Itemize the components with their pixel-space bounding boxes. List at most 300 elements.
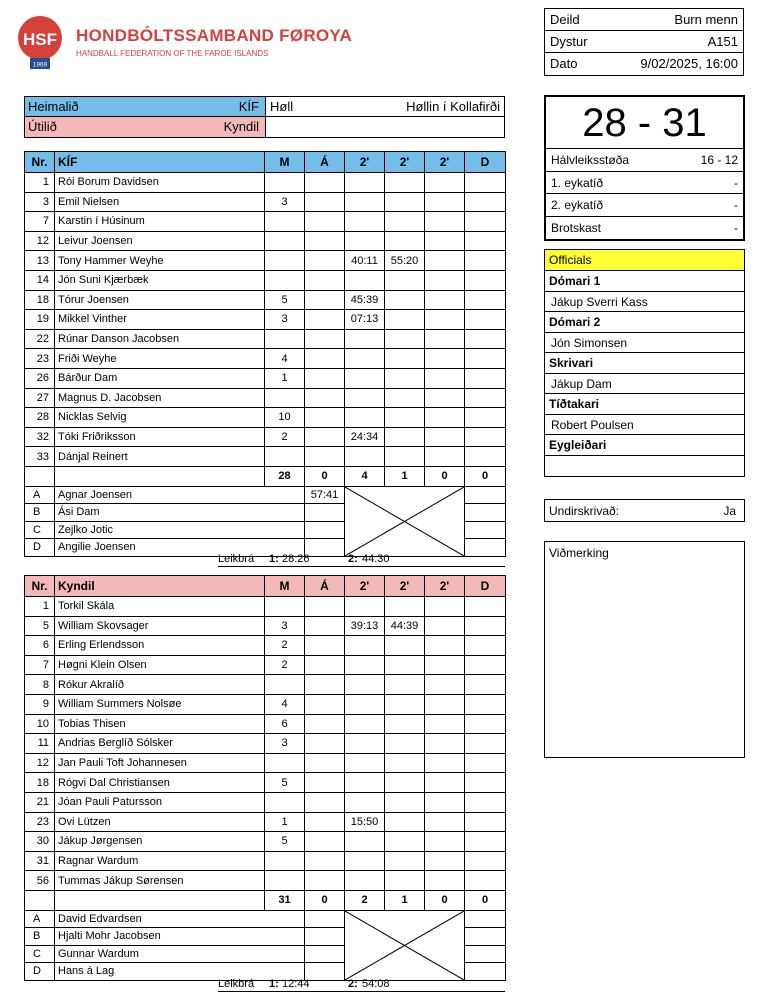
player-stat-s2 [385, 792, 425, 812]
score-row-label: Brotskast [551, 220, 602, 235]
player-stat-a [305, 408, 345, 428]
player-stat-s3 [425, 616, 465, 636]
table-row [25, 427, 506, 447]
player-stat-s1 [345, 675, 385, 695]
official-warning [305, 521, 345, 539]
player-number: 1 [25, 173, 55, 193]
teams-header [24, 96, 505, 138]
player-stat-s3 [425, 231, 465, 251]
player-stat-m [265, 251, 305, 271]
player-stat-s1 [345, 636, 385, 656]
col-header: Á [305, 576, 345, 597]
official-disqualification [465, 486, 506, 504]
penalties-row [546, 217, 743, 240]
team-official-row [25, 910, 506, 928]
player-stat-m [265, 753, 305, 773]
player-number: 23 [25, 812, 55, 832]
player-name: Tórur Joensen [55, 290, 265, 310]
player-stat-a [305, 329, 345, 349]
player-name: Mikkel Vinther [55, 310, 265, 330]
player-stat-a [305, 812, 345, 832]
player-stat-s2 [385, 812, 425, 832]
player-stat-s3 [425, 734, 465, 754]
official-name: Agnar Joensen [55, 486, 305, 504]
player-stat-s1 [345, 694, 385, 714]
player-stat-s1 [345, 270, 385, 290]
score-row-value: - [734, 175, 738, 190]
remark-label: Viðmerking [549, 546, 609, 560]
official-role: Dómari 1 [549, 274, 601, 288]
extra-time-1-row [546, 172, 743, 195]
player-stat-s1 [345, 734, 385, 754]
player-stat-a [305, 270, 345, 290]
svg-text:HSF: HSF [23, 30, 57, 49]
player-stat-s3 [425, 447, 465, 467]
player-stat-s3 [425, 597, 465, 617]
col-header-nr: Nr. [25, 152, 55, 173]
venue-empty-cell [266, 117, 504, 137]
player-number: 18 [25, 290, 55, 310]
col-header: M [265, 152, 305, 173]
player-stat-d [465, 616, 506, 636]
score-row-label: 2. eykatíð [551, 198, 604, 212]
info-label: Dystur [550, 34, 588, 49]
player-stat-s2 [385, 408, 425, 428]
player-stat-d [465, 871, 506, 891]
player-number: 13 [25, 251, 55, 271]
score-box [544, 95, 745, 241]
venue-label: Høll [270, 99, 294, 114]
official-name: Hjalti Mohr Jacobsen [55, 928, 305, 946]
player-stat-a [305, 734, 345, 754]
player-stat-s1: 39:13 [345, 616, 385, 636]
table-row [25, 734, 506, 754]
player-stat-d [465, 447, 506, 467]
player-stat-s2 [385, 349, 425, 369]
player-number: 32 [25, 427, 55, 447]
player-stat-s2 [385, 753, 425, 773]
table-row [25, 812, 506, 832]
player-stat-m [265, 270, 305, 290]
player-name: Jón Suni Kjærbæk [55, 270, 265, 290]
table-row [25, 408, 506, 428]
player-stat-d [465, 694, 506, 714]
home-timeouts [218, 553, 505, 567]
table-row [25, 832, 506, 852]
player-stat-m [265, 329, 305, 349]
hsf-logo [16, 14, 64, 72]
official-name: David Edvardsen [55, 910, 305, 928]
player-stat-s3 [425, 832, 465, 852]
table-row [25, 173, 506, 193]
player-stat-a [305, 192, 345, 212]
player-name: Andrias Berglíð Sólsker [55, 734, 265, 754]
player-stat-a [305, 251, 345, 271]
official-disqualification [465, 504, 506, 522]
venue-name: Høllin í Kollafirði [406, 99, 500, 114]
official-code: D [25, 539, 55, 557]
player-stat-s1: 40:11 [345, 251, 385, 271]
col-header: 2' [425, 576, 465, 597]
home-label: Heimalið [28, 99, 79, 114]
player-stat-m [265, 388, 305, 408]
col-header-team: Kyndil [55, 576, 265, 597]
official-person: Jákup Sverri Kass [545, 291, 744, 312]
col-header: 2' [425, 152, 465, 173]
player-stat-s2 [385, 714, 425, 734]
player-name: Nicklas Selvig [55, 408, 265, 428]
player-number: 5 [25, 616, 55, 636]
player-stat-a [305, 368, 345, 388]
player-number: 30 [25, 832, 55, 852]
player-stat-d [465, 290, 506, 310]
table-row [25, 597, 506, 617]
player-stat-d [465, 329, 506, 349]
player-stat-s3 [425, 388, 465, 408]
player-stat-m [265, 447, 305, 467]
player-stat-s3 [425, 427, 465, 447]
player-stat-m: 3 [265, 616, 305, 636]
crossed-out-cell [345, 910, 465, 980]
info-row-match [545, 31, 743, 53]
player-name: Jákup Jørgensen [55, 832, 265, 852]
player-stat-s2 [385, 597, 425, 617]
away-player-table [24, 575, 506, 981]
official-code: A [25, 910, 55, 928]
org-subtitle: HANDBALL FEDERATION OF THE FAROE ISLANDS [76, 49, 269, 58]
player-number: 31 [25, 851, 55, 871]
player-stat-m: 2 [265, 655, 305, 675]
table-row [25, 192, 506, 212]
player-stat-a [305, 212, 345, 232]
team-official-row [25, 486, 506, 504]
player-stat-s3 [425, 270, 465, 290]
player-name: Ragnar Wardum [55, 851, 265, 871]
official-name: Hans á Lag [55, 963, 305, 981]
info-row-date [545, 53, 743, 75]
player-stat-a [305, 290, 345, 310]
player-stat-s1: 07:13 [345, 310, 385, 330]
table-row [25, 388, 506, 408]
player-stat-a [305, 792, 345, 812]
player-number: 56 [25, 871, 55, 891]
player-stat-s1 [345, 851, 385, 871]
player-stat-d [465, 388, 506, 408]
player-name: Leivur Joensen [55, 231, 265, 251]
player-stat-m: 6 [265, 714, 305, 734]
timeout-label: Leikbrá [218, 978, 255, 990]
away-team-cell [25, 117, 266, 137]
table-header-row [25, 576, 506, 597]
player-stat-s3 [425, 349, 465, 369]
player-name: Tony Hammer Weyhe [55, 251, 265, 271]
timeout-2-value: 44:30 [362, 553, 390, 565]
table-row [25, 773, 506, 793]
player-stat-s2 [385, 427, 425, 447]
official-role: Dómari 2 [549, 315, 601, 329]
player-stat-m [265, 675, 305, 695]
signed-box [544, 499, 745, 522]
col-header: 2' [345, 576, 385, 597]
player-stat-m [265, 871, 305, 891]
player-number: 22 [25, 329, 55, 349]
totals-empty [55, 890, 265, 910]
player-stat-s1: 15:50 [345, 812, 385, 832]
player-stat-s3 [425, 636, 465, 656]
player-stat-m [265, 231, 305, 251]
player-stat-d [465, 368, 506, 388]
player-stat-a [305, 655, 345, 675]
player-number: 19 [25, 310, 55, 330]
score-row-value: - [734, 220, 738, 235]
player-stat-s3 [425, 290, 465, 310]
player-stat-s2 [385, 871, 425, 891]
player-stat-m: 3 [265, 192, 305, 212]
total-s2: 1 [385, 890, 425, 910]
player-number: 26 [25, 368, 55, 388]
player-stat-s3 [425, 871, 465, 891]
player-stat-s3 [425, 773, 465, 793]
player-stat-s2 [385, 192, 425, 212]
table-header-row [25, 152, 506, 173]
official-person: Jákup Dam [545, 373, 744, 394]
col-header: 2' [385, 576, 425, 597]
player-number: 23 [25, 349, 55, 369]
total-a: 0 [305, 890, 345, 910]
official-code: A [25, 486, 55, 504]
table-row [25, 792, 506, 812]
player-name: Tummas Jákup Sørensen [55, 871, 265, 891]
player-stat-d [465, 812, 506, 832]
player-stat-d [465, 792, 506, 812]
player-stat-d [465, 675, 506, 695]
org-name: HONDBÓLTSSAMBAND FØROYA [76, 26, 353, 45]
player-stat-m [265, 597, 305, 617]
player-number: 27 [25, 388, 55, 408]
timeout-1-value: 12:44 [282, 978, 310, 990]
player-stat-s3 [425, 753, 465, 773]
player-stat-s1 [345, 408, 385, 428]
player-name: Tóki Friðriksson [55, 427, 265, 447]
officials-header: Officials [545, 250, 744, 271]
official-name: Ási Dam [55, 504, 305, 522]
player-stat-s2 [385, 734, 425, 754]
player-stat-a [305, 694, 345, 714]
totals-row [25, 466, 506, 486]
player-stat-s2 [385, 173, 425, 193]
official-code: B [25, 504, 55, 522]
player-stat-a [305, 388, 345, 408]
player-stat-s2 [385, 675, 425, 695]
player-stat-a [305, 173, 345, 193]
player-stat-s2 [385, 636, 425, 656]
totals-row [25, 890, 506, 910]
cross-mark-icon [345, 487, 464, 556]
player-stat-a [305, 447, 345, 467]
table-row [25, 694, 506, 714]
player-stat-d [465, 734, 506, 754]
player-stat-d [465, 270, 506, 290]
player-stat-m [265, 851, 305, 871]
extra-time-2-row [546, 194, 743, 217]
score-row-value: 16 - 12 [700, 153, 738, 167]
final-score: 28 - 31 [546, 97, 743, 149]
table-row [25, 871, 506, 891]
player-stat-m: 2 [265, 636, 305, 656]
player-stat-s2 [385, 329, 425, 349]
player-stat-a [305, 427, 345, 447]
score-row-label: Hálvleiksstøða [551, 153, 630, 167]
table-row [25, 675, 506, 695]
player-name: Magnus D. Jacobsen [55, 388, 265, 408]
player-stat-s1 [345, 714, 385, 734]
official-person: Jón Simonsen [545, 332, 744, 353]
player-stat-s2 [385, 832, 425, 852]
player-number: 8 [25, 675, 55, 695]
table-row [25, 329, 506, 349]
player-number: 3 [25, 192, 55, 212]
player-stat-d [465, 714, 506, 734]
player-stat-s3 [425, 812, 465, 832]
official-disqualification [465, 521, 506, 539]
player-number: 7 [25, 655, 55, 675]
player-stat-a [305, 675, 345, 695]
player-stat-s1 [345, 792, 385, 812]
player-number: 14 [25, 270, 55, 290]
home-team-cell [25, 97, 266, 116]
totals-empty [55, 466, 265, 486]
player-stat-d [465, 310, 506, 330]
official-warning [305, 928, 345, 946]
player-stat-a [305, 753, 345, 773]
player-name: Dánjal Reinert [55, 447, 265, 467]
info-value: A151 [707, 34, 738, 49]
player-stat-s1 [345, 655, 385, 675]
totals-empty [25, 466, 55, 486]
table-row [25, 270, 506, 290]
player-stat-s1 [345, 368, 385, 388]
timeout-2-value: 54:08 [362, 978, 390, 990]
official-warning [305, 945, 345, 963]
official-code: B [25, 928, 55, 946]
timeout-2-label: 2: [348, 978, 358, 990]
table-row [25, 251, 506, 271]
player-name: Jóan Pauli Patursson [55, 792, 265, 812]
col-header: Á [305, 152, 345, 173]
away-label: Útilið [28, 119, 57, 134]
official-role: Tíðtakari [549, 397, 600, 411]
player-stat-s1 [345, 447, 385, 467]
player-stat-a [305, 871, 345, 891]
player-name: Emil Nielsen [55, 192, 265, 212]
player-stat-s3 [425, 212, 465, 232]
official-person [545, 455, 744, 476]
player-stat-s3 [425, 251, 465, 271]
player-stat-d [465, 212, 506, 232]
player-stat-a [305, 773, 345, 793]
player-number: 21 [25, 792, 55, 812]
player-name: Ovi Lützen [55, 812, 265, 832]
player-name: Rói Borum Davidsen [55, 173, 265, 193]
player-number: 9 [25, 694, 55, 714]
total-s1: 4 [345, 466, 385, 486]
col-header: D [465, 152, 506, 173]
player-stat-s2 [385, 290, 425, 310]
remark-box [544, 541, 745, 758]
score-row-value: - [734, 198, 738, 212]
player-stat-m: 4 [265, 694, 305, 714]
player-stat-d [465, 655, 506, 675]
timeout-2-label: 2: [348, 553, 358, 565]
total-d: 0 [465, 890, 506, 910]
timeout-1-value: 28:26 [282, 553, 310, 565]
player-stat-s1 [345, 349, 385, 369]
player-stat-s1 [345, 871, 385, 891]
player-stat-s1 [345, 753, 385, 773]
player-stat-s3 [425, 329, 465, 349]
table-row [25, 231, 506, 251]
player-stat-s2 [385, 773, 425, 793]
player-stat-d [465, 408, 506, 428]
player-stat-s3 [425, 368, 465, 388]
table-row [25, 714, 506, 734]
player-stat-a [305, 597, 345, 617]
table-row [25, 851, 506, 871]
col-header: M [265, 576, 305, 597]
player-name: Friði Weyhe [55, 349, 265, 369]
player-stat-m: 5 [265, 832, 305, 852]
player-stat-s1 [345, 231, 385, 251]
official-name: Angilie Joensen [55, 539, 305, 557]
venue-cell [266, 97, 504, 116]
player-stat-s1 [345, 173, 385, 193]
player-stat-s2 [385, 851, 425, 871]
player-name: William Summers Nolsøe [55, 694, 265, 714]
table-row [25, 753, 506, 773]
player-stat-s2 [385, 368, 425, 388]
player-stat-a [305, 714, 345, 734]
player-stat-d [465, 251, 506, 271]
official-name: Gunnar Wardum [55, 945, 305, 963]
player-stat-a [305, 349, 345, 369]
player-stat-s1 [345, 329, 385, 349]
total-d: 0 [465, 466, 506, 486]
player-stat-s2: 44:39 [385, 616, 425, 636]
svg-text:1969: 1969 [32, 61, 48, 69]
score-row-label: 1. eykatíð [551, 175, 604, 190]
info-value: Burn menn [674, 12, 738, 27]
player-stat-s1: 24:34 [345, 427, 385, 447]
player-stat-m: 5 [265, 290, 305, 310]
table-row [25, 310, 506, 330]
info-label: Deild [550, 12, 580, 27]
player-stat-s3 [425, 675, 465, 695]
player-stat-s3 [425, 851, 465, 871]
player-number: 18 [25, 773, 55, 793]
player-name: Høgni Klein Olsen [55, 655, 265, 675]
away-timeouts [218, 978, 505, 992]
player-stat-d [465, 427, 506, 447]
player-stat-d [465, 851, 506, 871]
player-name: Torkil Skála [55, 597, 265, 617]
player-stat-a [305, 231, 345, 251]
official-warning [305, 910, 345, 928]
total-s2: 1 [385, 466, 425, 486]
player-name: Rógvi Dal Christiansen [55, 773, 265, 793]
total-m: 28 [265, 466, 305, 486]
crossed-out-cell [345, 486, 465, 556]
player-number: 7 [25, 212, 55, 232]
